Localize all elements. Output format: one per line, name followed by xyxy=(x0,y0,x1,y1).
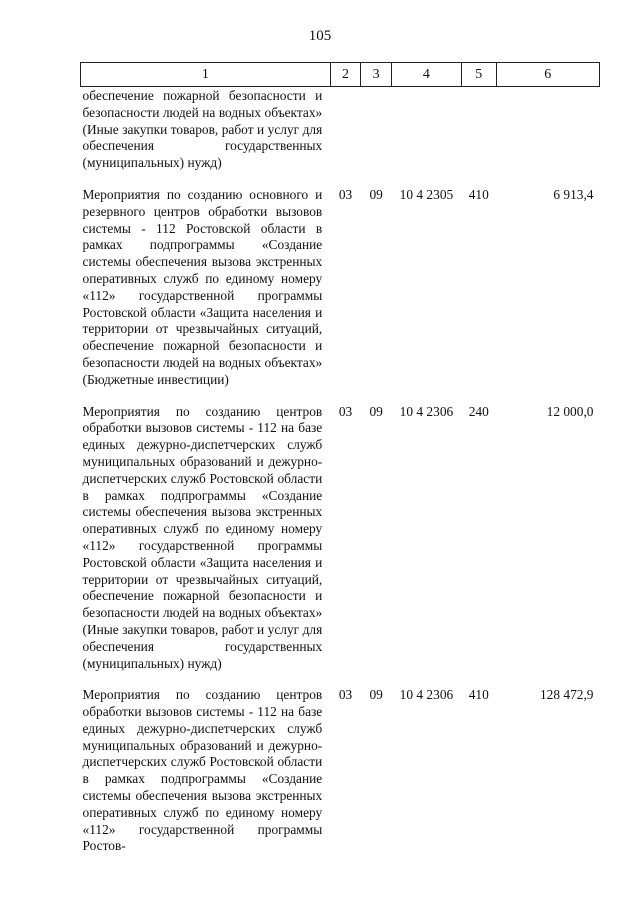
row-vr: 240 xyxy=(468,403,489,419)
row-description: Мероприятия по созданию центров обработки вызовов системы - 112 на базе единых дежурно-диспетчерских служб муниципальных образований и дежурно-диспетчерских служб Ростовской области в рамках подпрограммы «Создание системы обеспечения вызова экстренных оперативных служб по единому номеру «112» государственной программы Ростов- xyxy=(82,687,323,854)
row-amount: 12 000,0 xyxy=(546,403,594,419)
row-rz: 03 xyxy=(338,403,353,419)
header-col-5: 5 xyxy=(461,63,496,87)
row-csr: 10 4 2306 xyxy=(399,403,454,419)
row-pr: 09 xyxy=(369,687,383,703)
header-col-3: 3 xyxy=(361,63,392,87)
row-amount: 128 472,9 xyxy=(539,687,594,703)
page-number: 105 xyxy=(308,28,332,44)
row-vr: 410 xyxy=(468,186,489,202)
row-csr: 10 4 2306 xyxy=(399,687,454,703)
table-row xyxy=(81,87,600,172)
header-col-4: 4 xyxy=(391,63,461,87)
table-header-row xyxy=(81,63,600,87)
row-description: Мероприятия по созданию центров обработки вызовов системы - 112 на базе единых дежурно-диспетчерских служб муниципальных образований и дежурно-диспетчерских служб Ростовской области в рамках подпрограммы «Создание системы обеспечения вызова экстренных оперативных служб по единому номеру «112» государственной программы Ростовской области «Защита населения и территории от чрезвычайных ситуаций, обеспечение пожарной безопасности и безопасности людей на водных объектах» (Иные закупки товаров, работ и услуг для обеспечения государственных (муниципальных) нужд) xyxy=(82,403,323,671)
header-col-6: 6 xyxy=(496,63,599,87)
row-vr: 410 xyxy=(468,687,489,703)
row-pr xyxy=(361,87,392,172)
table-row xyxy=(81,404,600,673)
header-col-1: 1 xyxy=(81,63,331,87)
budget-table xyxy=(80,62,600,855)
row-csr xyxy=(391,87,461,172)
row-vr xyxy=(461,87,496,172)
row-pr: 09 xyxy=(369,186,383,202)
row-rz xyxy=(330,87,361,172)
table-row xyxy=(81,687,600,855)
row-description: обеспечение пожарной безопасности и безопасности людей на водных объектах» (Иные закупки товаров, работ и услуг для обеспечения государственных (муниципальных) нужд) xyxy=(82,88,323,171)
table-row xyxy=(81,187,600,389)
row-rz: 03 xyxy=(338,687,353,703)
row-pr: 09 xyxy=(369,403,383,419)
row-description: Мероприятия по созданию основного и резервного центров обработки вызовов системы - 112 Ростовской области в рамках подпрограммы «Создание системы обеспечения вызова экстренных оперативных служб по единому номеру «112» государственной программы Ростовской области «Защита населения и территории от чрезвычайных ситуаций, обеспечение пожарной безопасности и безопасности людей на водных объектах» (Бюджетные инвестиции) xyxy=(82,186,323,387)
row-amount xyxy=(496,87,599,172)
header-col-2: 2 xyxy=(330,63,361,87)
row-csr: 10 4 2305 xyxy=(399,186,454,202)
row-amount: 6 913,4 xyxy=(553,186,594,202)
row-rz: 03 xyxy=(338,186,353,202)
